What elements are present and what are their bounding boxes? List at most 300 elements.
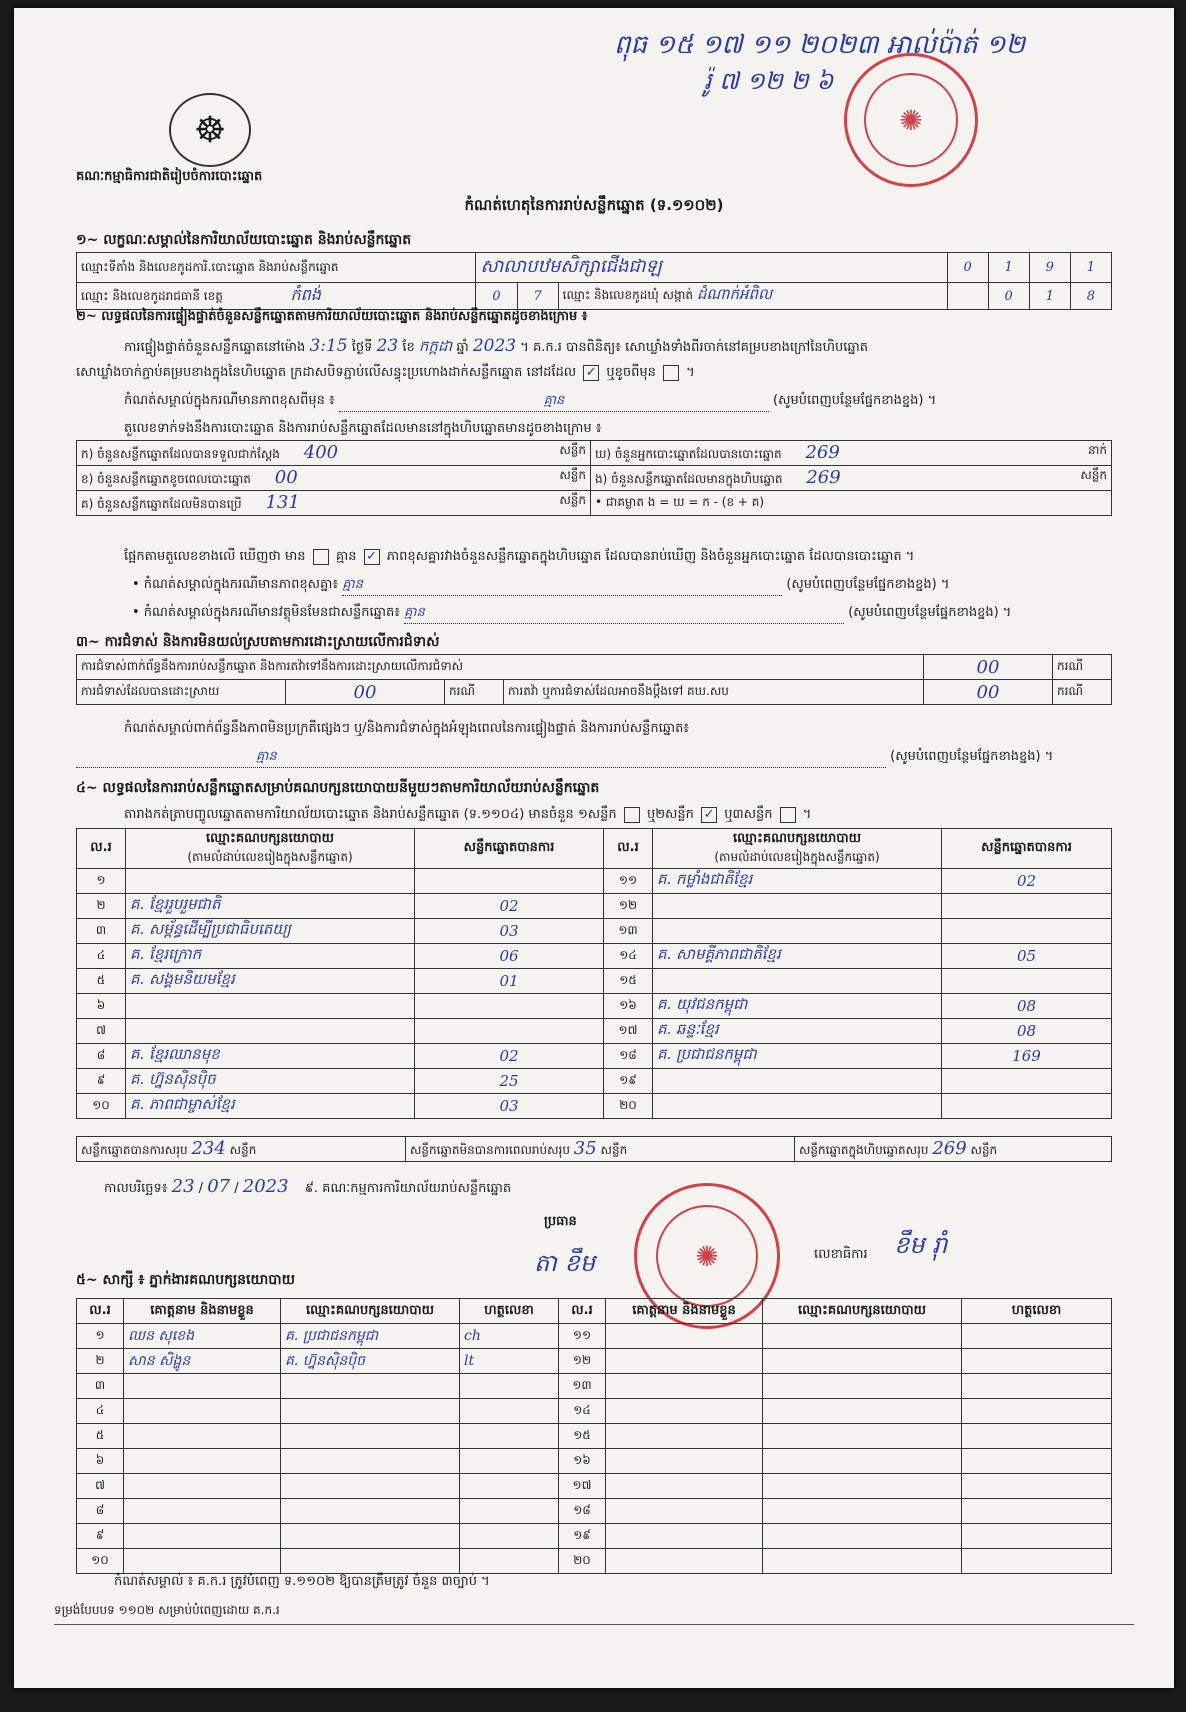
commune-value: ដំណាក់អំពិល <box>696 285 773 303</box>
figure-label: ឃ) ចំនួនអ្នកបោះឆ្នោតដែលបានបោះឆ្នោត <box>595 447 782 461</box>
w-col-name: គោត្តនាម និងនាមខ្លួន <box>606 1299 763 1324</box>
official-stamp-top: ✺ <box>844 53 978 187</box>
total-valid-label: សន្លឹកឆ្នោតបានការសរុប <box>81 1143 188 1157</box>
row-number: ៥ <box>77 969 126 994</box>
total-unit: សន្លឹក <box>600 1143 628 1157</box>
province-value: កំពង់ <box>290 285 321 304</box>
row-number: ៧ <box>77 1474 124 1499</box>
row-number: ១៤ <box>559 1399 606 1424</box>
figure-value: 269 <box>806 467 841 488</box>
total-valid <box>77 1137 406 1162</box>
party-votes: 03 <box>415 919 604 944</box>
row-number: ៤ <box>77 944 126 969</box>
bullet-2-label: • កំណត់សម្គាល់ក្នុងករណីមានវត្ថុមិនមែនជាសន្លឹកឆ្នោត៖ <box>132 605 400 620</box>
commune-code-digit: 0 <box>988 283 1029 310</box>
table-row <box>77 1044 1112 1069</box>
discrepancy-no-label: គ្មាន <box>335 549 357 564</box>
witness-name <box>124 1524 281 1549</box>
witness-party <box>763 1499 962 1524</box>
w-col-party: ឈ្មោះគណបក្សនយោបាយ <box>763 1299 962 1324</box>
table-row <box>77 1399 1112 1424</box>
code-digit: 0 <box>947 253 988 283</box>
witness-signature <box>962 1449 1112 1474</box>
witness-name <box>606 1499 763 1524</box>
section-1-table <box>76 252 1112 310</box>
total-box <box>795 1137 1112 1162</box>
figure-label: គ) ចំនួនសន្លឹកឆ្នោតដែលមិនបានប្រើ <box>81 497 242 511</box>
figure-label: ង) ចំនួនសន្លឹកឆ្នោតដែលមានក្នុងហិបឆ្នោត <box>595 472 783 486</box>
w-col-no: ល.រ <box>559 1299 606 1324</box>
witness-signature <box>460 1449 559 1474</box>
verification-time-label: ការផ្ទៀងផ្ទាត់ចំនួនសន្លឹកឆ្នោតនៅម៉ោង <box>124 340 306 355</box>
empty-cell <box>947 283 988 310</box>
note1-line <box>124 392 936 412</box>
bullet-2-value: គ្មាន <box>404 604 844 624</box>
col-votes: សន្លឹកឆ្នោតបានការ <box>942 829 1112 869</box>
party-name: គ. ប្រជាជនកម្ពុជា <box>653 1044 942 1069</box>
date-line: កាលបរិច្ឆេទ៖ 23 / 07 / 2023 ៩. គណៈកម្មការការិយាល័យរាប់សន្លឹកឆ្នោត <box>104 1176 512 1197</box>
bullet-1-hint: (សូមបំពេញបន្ថែមផ្នែកខាងខ្នង) ។ <box>786 577 950 592</box>
party-votes: 02 <box>415 894 604 919</box>
party-votes: 01 <box>415 969 604 994</box>
section-3-title: ៣~ ការជំទាស់ និងការមិនយល់ស្របតាមការដោះស្រាយលើការជំទាស់ <box>76 634 440 650</box>
party-votes <box>415 994 604 1019</box>
chair-signature: តា ខឹម <box>534 1249 595 1277</box>
col-no: ល.រ <box>604 829 653 869</box>
witness-name <box>606 1374 763 1399</box>
w-col-party: ឈ្មោះគណបក្សនយោបាយ <box>281 1299 460 1324</box>
row-number: ៩ <box>77 1069 126 1094</box>
row-number: ៤ <box>77 1399 124 1424</box>
chair-label: ប្រធាន <box>544 1214 577 1229</box>
row-number: ២០ <box>559 1549 606 1574</box>
row-number: ១០ <box>77 1094 126 1119</box>
table-row <box>77 919 1112 944</box>
row-number: ៦ <box>77 994 126 1019</box>
witness-name <box>606 1449 763 1474</box>
col-party-text: ឈ្មោះគណបក្សនយោបាយ <box>733 831 861 846</box>
bottom-rule <box>54 1624 1134 1625</box>
party-votes <box>415 869 604 894</box>
witness-signature <box>962 1399 1112 1424</box>
witness-signature <box>460 1524 559 1549</box>
broken-label: ឬខូចពីមុន <box>606 365 656 380</box>
footnote: កំណត់សម្គាល់ ៖ គ.ក.រ ត្រូវបំពេញ ទ.១១០២ ឱ្យបានត្រឹមត្រូវ ចំនួន ៣ច្បាប់ ។ <box>114 1574 490 1589</box>
witness-party <box>281 1449 460 1474</box>
row-number: ១៤ <box>604 944 653 969</box>
resolved-label: ការជំទាស់ដែលបានដោះស្រាយ <box>77 680 286 705</box>
objection-label: ការជំទាស់ពាក់ព័ន្ធនឹងការរាប់សន្លឹកឆ្នោត និងការតវ៉ាទៅនឹងការដោះស្រាយលើការជំទាស់ <box>77 655 924 680</box>
row-number: ៨ <box>77 1499 124 1524</box>
row-number: ១៣ <box>559 1374 606 1399</box>
witness-name <box>124 1399 281 1424</box>
party-votes <box>942 1094 1112 1119</box>
party-votes: 05 <box>942 944 1112 969</box>
witness-signature <box>962 1324 1112 1349</box>
party-votes <box>942 894 1112 919</box>
broken-checkbox[interactable] <box>663 365 679 381</box>
witness-table <box>76 1298 1112 1574</box>
table-row <box>77 1094 1112 1119</box>
witness-party <box>763 1424 962 1449</box>
intact-checkbox[interactable]: ✓ <box>583 365 599 381</box>
handwritten-top-note-2: រ៉ូ ៧ ១២ ២ ៦ <box>704 67 834 95</box>
witness-signature <box>962 1424 1112 1449</box>
row-number: ១២ <box>604 894 653 919</box>
party-name: គ. ខ្មែរក្រោក <box>126 944 415 969</box>
party-name: គ. ភាពជាម្ចាស់ខ្មែរ <box>126 1094 415 1119</box>
witness-party <box>281 1424 460 1449</box>
location-value: សាលាបឋមសិក្សាជើងជាឡ <box>476 253 947 283</box>
party-name: គ. សាមគ្គីភាពជាតិខ្មែរ <box>653 944 942 969</box>
objection-value: 00 <box>924 655 1053 680</box>
date-month: 07 <box>207 1176 231 1197</box>
bullet-2 <box>132 604 1011 624</box>
row-number: ១៩ <box>559 1524 606 1549</box>
witness-party <box>281 1524 460 1549</box>
total-invalid-value: 35 <box>573 1138 597 1159</box>
party-name <box>653 1094 942 1119</box>
witness-signature <box>460 1474 559 1499</box>
witness-party <box>763 1549 962 1574</box>
row-number: ២ <box>77 1349 124 1374</box>
formula-text: • ជាគម្លាត ង = ឃ = ក - (ខ + គ) <box>595 495 765 509</box>
table-row <box>77 1449 1112 1474</box>
witness-party: គ. ប្រជាជនកម្ពុជា <box>281 1324 460 1349</box>
witness-name <box>606 1549 763 1574</box>
witness-signature <box>460 1424 559 1449</box>
discrepancy-text: ភាពខុសគ្នារវាងចំនួនសន្លឹកឆ្នោតក្នុងហិបឆ្នោត ដែលបានរាប់ឃើញ និងចំនួនអ្នកបោះឆ្នោត ដែលបានបោះឆ្នោត ។ <box>386 549 915 564</box>
two-sheets-label: ឬ២សន្លឹក <box>646 807 694 822</box>
party-name: គ. សម្ព័ន្ធដើម្បីប្រជាធិបតេយ្យ <box>126 919 415 944</box>
figure-label: ខ) ចំនួនសន្លឹកឆ្នោតខូចពេលបោះឆ្នោត <box>81 472 251 486</box>
witness-signature <box>962 1524 1112 1549</box>
irregularity-note <box>76 748 1053 768</box>
handwritten-top-note: ពុធ ១៥ ១៧ ១១ ២០២៣ អាល់ប៉ាត់ ១២ <box>614 30 1026 60</box>
irregularity-note-value: គ្មាន <box>76 748 886 768</box>
table-row <box>77 1549 1112 1574</box>
row-number: ៥ <box>77 1424 124 1449</box>
results-body <box>77 869 1112 1119</box>
province-label-text: ឈ្មោះ និងលេខកូដរាជធានី ខេត្ត <box>81 289 223 303</box>
party-name <box>653 894 942 919</box>
figure-unit: នាក់ <box>1087 443 1107 457</box>
table-row <box>77 1524 1112 1549</box>
bullet-1 <box>132 576 949 596</box>
total-box-label: សន្លឹកឆ្នោតក្នុងហិបឆ្នោតសរុប <box>799 1143 929 1157</box>
witness-party <box>763 1324 962 1349</box>
discrepancy-no-checkbox[interactable]: ✓ <box>364 549 380 565</box>
table-row <box>77 1474 1112 1499</box>
row-number: ៩ <box>77 1524 124 1549</box>
bullet-2-hint: (សូមបំពេញបន្ថែមផ្នែកខាងខ្នង) ។ <box>848 605 1012 620</box>
witness-party <box>763 1474 962 1499</box>
total-valid-value: 234 <box>191 1138 226 1159</box>
table-row <box>77 969 1112 994</box>
col-party-sub: (តាមលំដាប់លេខរៀងក្នុងសន្លឹកឆ្នោត) <box>187 850 353 864</box>
commune-code-digit: 1 <box>1029 283 1070 310</box>
row-number: ១៨ <box>604 1044 653 1069</box>
party-name: គ. ហ្វ៊ុនស៊ិនប៉ិច <box>126 1069 415 1094</box>
row-number: ៣ <box>77 919 126 944</box>
form-note: ទម្រង់បែបបទ ១១០២ សម្រាប់បំពេញដោយ គ.ក.រ <box>54 1603 280 1617</box>
table-row <box>77 1019 1112 1044</box>
row-number: ១៨ <box>559 1499 606 1524</box>
table-row <box>77 1324 1112 1349</box>
table-row <box>77 894 1112 919</box>
total-invalid <box>406 1137 795 1162</box>
row-number: ៧ <box>77 1019 126 1044</box>
witness-party <box>281 1474 460 1499</box>
case-unit: ករណី <box>445 680 504 705</box>
commune-label <box>558 283 947 310</box>
figure-label: ក) ចំនួនសន្លឹកឆ្នោតដែលបានទទួលជាក់ស្តែង <box>81 447 280 461</box>
section-4-title: ៤~ លទ្ធផលនៃការរាប់សន្លឹកឆ្នោតសម្រាប់គណបក្សនយោបាយនីមួយៗតាមការិយាល័យរាប់សន្លឹកឆ្នោត <box>76 780 600 796</box>
irregularity-note-hint: (សូមបំពេញបន្ថែមផ្នែកខាងខ្នង) ។ <box>890 749 1054 764</box>
date-day: 23 <box>171 1176 195 1197</box>
row-number: ១២ <box>559 1349 606 1374</box>
province-code-digit: 0 <box>476 283 517 310</box>
witness-signature <box>962 1499 1112 1524</box>
witness-signature <box>962 1549 1112 1574</box>
witness-name: ឈន សុខេង <box>124 1324 281 1349</box>
figure-value: 400 <box>303 442 339 463</box>
secretary-signature: ខឹម រ៉ាំ <box>894 1231 948 1259</box>
row-number: ១៧ <box>604 1019 653 1044</box>
witness-name <box>606 1349 763 1374</box>
figure-row-d <box>591 441 1112 466</box>
party-name: គ. ខ្មែរឈានមុខ <box>126 1044 415 1069</box>
verification-text: ។ គ.ក.រ បានពិនិត្យ៖ សោឃ្លាំងទាំងពីរចាក់នៅគម្របខាងក្រៅនៃហិបឆ្នោត <box>520 340 869 355</box>
party-votes: 169 <box>942 1044 1112 1069</box>
one-sheet-checkbox[interactable] <box>624 807 640 823</box>
witness-name: សាន សិង្ហូន <box>124 1349 281 1374</box>
sheets-intro: តារាងកត់ត្រាបញ្ចូលឆ្នោតតាមការិយាល័យបោះឆ្នោត និងរាប់សន្លឹកឆ្នោត (ទ.១១០៤) មានចំនួន ១សន្លឹក <box>124 807 617 822</box>
col-party <box>126 829 415 869</box>
appeal-value: 00 <box>924 680 1053 705</box>
w-col-sign: ហត្ថលេខា <box>460 1299 559 1324</box>
witness-name <box>606 1524 763 1549</box>
party-votes: 03 <box>415 1094 604 1119</box>
figure-row-e <box>591 466 1112 491</box>
form-title: កំណត់ហេតុនៃការរាប់សន្លឹកឆ្នោត (ទ.១១០២) <box>464 196 724 214</box>
table-row <box>77 944 1112 969</box>
sheets-line <box>124 806 811 825</box>
discrepancy-line <box>124 548 914 567</box>
figure-unit: សន្លឹក <box>559 443 586 457</box>
party-name <box>653 1069 942 1094</box>
party-votes: 02 <box>415 1044 604 1069</box>
committee-label: ៩. គណៈកម្មការការិយាល័យរាប់សន្លឹកឆ្នោត <box>304 1181 512 1196</box>
appeal-label: ការតវ៉ា ឬការជំទាស់ដែលអាចនឹងប្តឹងទៅ គឃ.សប <box>504 680 924 705</box>
party-name <box>653 969 942 994</box>
bullet-1-value: គ្មាន <box>342 576 782 596</box>
figure-row-b <box>77 466 591 491</box>
party-name <box>126 869 415 894</box>
verification-line <box>124 336 868 359</box>
bullet-1-label: • កំណត់សម្គាល់ក្នុងករណីមានភាពខុសគ្នា៖ <box>132 577 339 592</box>
w-col-name: គោត្តនាម និងនាមខ្លួន <box>124 1299 281 1324</box>
discrepancy-yes-label: ផ្អែកតាមតួលេខខាងលើ ឃើញថា មាន <box>124 549 306 564</box>
witness-signature <box>962 1474 1112 1499</box>
verification-time: 3:15 <box>309 336 348 356</box>
commune-code-digit: 8 <box>1070 283 1111 310</box>
witness-name <box>606 1424 763 1449</box>
row-number: ១១ <box>559 1324 606 1349</box>
witness-party <box>281 1374 460 1399</box>
row-number: ១៧ <box>559 1474 606 1499</box>
row-number: ១៣ <box>604 919 653 944</box>
date-label: កាលបរិច្ឆេទ៖ <box>104 1181 168 1196</box>
irregularity-note-label: កំណត់សម្គាល់ពាក់ព័ន្ធនឹងភាពមិនប្រក្រតីផ្សេងៗ ឬ/និងការជំទាស់ក្នុងអំឡុងពេលនៃការផ្ទៀងផ្ទាត់ និងការរាប់សន្លឹកឆ្នោត៖ <box>124 721 690 736</box>
figure-unit: សន្លឹក <box>559 493 586 507</box>
three-sheets-checkbox[interactable] <box>780 807 796 823</box>
total-unit: សន្លឹក <box>970 1143 998 1157</box>
ballot-figures-table <box>76 440 1112 516</box>
witness-party <box>763 1524 962 1549</box>
row-number: ១៥ <box>604 969 653 994</box>
party-name <box>126 994 415 1019</box>
row-number: ៨ <box>77 1044 126 1069</box>
witness-name <box>606 1324 763 1349</box>
sheets-end: ។ <box>802 807 812 822</box>
party-votes: 06 <box>415 944 604 969</box>
total-unit: សន្លឹក <box>229 1143 257 1157</box>
witness-party: គ. ហ្វ៊ុនស៊ិនប៉ិច <box>281 1349 460 1374</box>
row-number: ១៦ <box>559 1449 606 1474</box>
document-page <box>14 8 1174 1688</box>
witness-party <box>763 1374 962 1399</box>
figure-formula <box>591 491 1112 516</box>
witness-signature: ch <box>460 1324 559 1349</box>
witness-party <box>763 1449 962 1474</box>
party-votes: 08 <box>942 1019 1112 1044</box>
witness-signature <box>962 1349 1112 1374</box>
party-votes: 02 <box>942 869 1112 894</box>
witness-signature <box>460 1549 559 1574</box>
verification-month: កក្កដា <box>418 337 453 355</box>
province-code-digit: 7 <box>517 283 558 310</box>
section-5-title: ៥~ សាក្សី ៖ ភ្នាក់ងារគណបក្សនយោបាយ <box>76 1272 295 1288</box>
totals-table <box>76 1136 1112 1162</box>
witness-party <box>763 1399 962 1424</box>
section-3-table <box>76 654 1112 705</box>
results-table <box>76 828 1112 1119</box>
day-label: ថ្ងៃទី <box>351 340 373 355</box>
table-row <box>77 994 1112 1019</box>
witness-signature: lt <box>460 1349 559 1374</box>
party-votes: 08 <box>942 994 1112 1019</box>
witness-name <box>124 1499 281 1524</box>
official-stamp-bottom: ✺ <box>634 1183 780 1329</box>
discrepancy-yes-checkbox[interactable] <box>313 549 329 565</box>
party-name <box>653 919 942 944</box>
figure-unit: សន្លឹក <box>559 468 586 482</box>
section-1-title: ១~ លក្ខណៈសម្គាល់នៃការិយាល័យបោះឆ្នោត និងរាប់សន្លឹកឆ្នោត <box>76 232 412 248</box>
resolved-value: 00 <box>286 680 445 705</box>
total-box-value: 269 <box>932 1138 967 1159</box>
party-name: គ. ឆន្ទៈខ្មែរ <box>653 1019 942 1044</box>
org-name: គណៈកម្មាធិការជាតិរៀបចំការបោះឆ្នោត <box>76 169 263 184</box>
row-number: ២ <box>77 894 126 919</box>
code-digit: 1 <box>1070 253 1111 283</box>
party-votes: 25 <box>415 1069 604 1094</box>
party-votes <box>942 919 1112 944</box>
witness-name <box>124 1549 281 1574</box>
row-number: ១ <box>77 1324 124 1349</box>
col-votes: សន្លឹកឆ្នោតបានការ <box>415 829 604 869</box>
party-name: គ. សង្គមនិយមខ្មែរ <box>126 969 415 994</box>
note1-hint: (សូមបំពេញបន្ថែមផ្នែកខាងខ្នង) ។ <box>773 393 937 408</box>
figure-row-c <box>77 491 591 516</box>
w-col-no: ល.រ <box>77 1299 124 1324</box>
date-year: 2023 <box>242 1176 289 1197</box>
three-sheets-label: ឬ៣សន្លឹក <box>724 807 773 822</box>
witness-party <box>763 1349 962 1374</box>
witness-name <box>606 1399 763 1424</box>
party-name: គ. ខ្មែរ​រួបរួមជាតិ <box>126 894 415 919</box>
row-number: ១៦ <box>604 994 653 1019</box>
col-party <box>653 829 942 869</box>
witness-party <box>281 1549 460 1574</box>
party-votes <box>942 1069 1112 1094</box>
witness-name <box>606 1474 763 1499</box>
province-label <box>77 283 476 310</box>
figure-row-a <box>77 441 591 466</box>
row-number: ១ <box>77 869 126 894</box>
seal-line: សោឃ្លាំងចាក់ភ្ជាប់គម្របខាងក្នុងនៃហិបឆ្នោត ក្រដាសបិទភ្ជាប់លើសន្ធុះប្រហោងដាក់សន្លឹកឆ្នោត នៅដដែល ✓ ឬខូចពីមុន ។ <box>76 364 695 380</box>
seal-text: សោឃ្លាំងចាក់ភ្ជាប់គម្របខាងក្នុងនៃហិបឆ្នោត ក្រដាសបិទភ្ជាប់លើសន្ធុះប្រហោងដាក់សន្លឹកឆ្នោត នៅដដែល <box>76 365 577 380</box>
year-label: ឆ្នាំ <box>456 340 469 355</box>
party-name: គ. កម្លាំងជាតិខ្មែរ <box>653 869 942 894</box>
month-label: ខែ <box>402 340 415 355</box>
witness-name <box>124 1374 281 1399</box>
col-party-sub: (តាមលំដាប់លេខរៀងក្នុងសន្លឹកឆ្នោត) <box>714 850 880 864</box>
table-row <box>77 1374 1112 1399</box>
two-sheets-checkbox[interactable]: ✓ <box>701 807 717 823</box>
table-row <box>77 869 1112 894</box>
table-row <box>77 1424 1112 1449</box>
table-row <box>77 1499 1112 1524</box>
row-number: ១១ <box>604 869 653 894</box>
case-unit: ករណី <box>1053 680 1112 705</box>
party-votes <box>415 1019 604 1044</box>
location-label: ឈ្មោះទីតាំង និងលេខកូដការិ.បោះឆ្នោត និងរាប់សន្លឹកឆ្នោត <box>77 253 476 283</box>
figure-value: 269 <box>805 442 840 463</box>
code-digit: 9 <box>1029 253 1070 283</box>
witness-name <box>124 1449 281 1474</box>
witness-party <box>281 1499 460 1524</box>
case-unit: ករណី <box>1053 655 1112 680</box>
col-party-text: ឈ្មោះគណបក្សនយោបាយ <box>206 831 334 846</box>
witness-signature <box>460 1399 559 1424</box>
commune-label-text: ឈ្មោះ និងលេខកូដឃុំ សង្កាត់ <box>562 288 694 302</box>
verification-year: 2023 <box>472 336 517 356</box>
witness-signature <box>460 1374 559 1399</box>
party-name: គ. យុវជនកម្ពុជា <box>653 994 942 1019</box>
witness-party <box>281 1399 460 1424</box>
witness-name <box>124 1424 281 1449</box>
nec-emblem-icon: ☸ <box>169 93 251 167</box>
row-number: ៣ <box>77 1374 124 1399</box>
total-invalid-label: សន្លឹកឆ្នោតមិនបានការពេលរាប់សរុប <box>410 1143 570 1157</box>
witness-signature <box>460 1499 559 1524</box>
witness-body <box>77 1324 1112 1574</box>
w-col-sign: ហត្ថលេខា <box>962 1299 1112 1324</box>
secretary-label: លេខាធិការ <box>814 1247 868 1262</box>
row-number: ១៥ <box>559 1424 606 1449</box>
witness-signature <box>962 1374 1112 1399</box>
